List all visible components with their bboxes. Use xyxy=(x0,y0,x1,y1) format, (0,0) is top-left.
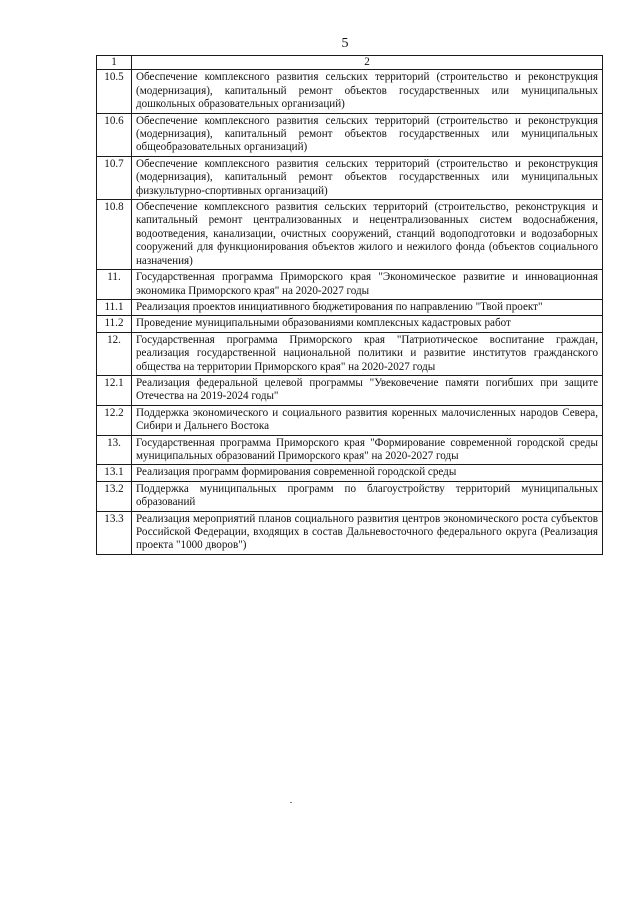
row-text: Государственная программа Приморского края "Формирование современной городской среды муниципальных образований Приморского края" на 2020-2027 годы xyxy=(132,435,603,465)
row-number: 10.5 xyxy=(97,70,132,113)
column-header-number: 1 xyxy=(97,56,132,70)
row-text: Государственная программа Приморского края "Патриотическое воспитание граждан, реализация государственной национальной политики и развитие институтов гражданского общества на территории Приморского края" на 2020-2027 годы xyxy=(132,332,603,375)
row-number: 10.7 xyxy=(97,156,132,199)
row-number: 10.6 xyxy=(97,113,132,156)
row-number: 10.8 xyxy=(97,200,132,270)
table-row xyxy=(97,405,603,435)
program-table xyxy=(96,55,603,555)
row-text: Обеспечение комплексного развития сельских территорий (строительство и реконструкция (модернизация), капитальный ремонт объектов государственных или муниципальных общеобразовательных организаций) xyxy=(132,113,603,156)
row-text: Поддержка экономического и социального развития коренных малочисленных народов Севера, Сибири и Дальнего Востока xyxy=(132,405,603,435)
table-row xyxy=(97,332,603,375)
row-text: Проведение муниципальными образованиями комплексных кадастровых работ xyxy=(132,316,603,332)
row-number: 13.2 xyxy=(97,481,132,511)
row-text: Обеспечение комплексного развития сельских территорий (строительство, реконструкция и капитальный ремонт централизованных и нецентрализованных систем водоснабжения, водоотведения, канализации, очистных сооружений, станций водоподготовки и водозаборных сооружений для функционирования объектов жилого и нежилого фонда (объектов социального назначения) xyxy=(132,200,603,270)
table-row xyxy=(97,481,603,511)
row-text: Поддержка муниципальных программ по благоустройству территорий муниципальных образований xyxy=(132,481,603,511)
row-number: 13.3 xyxy=(97,511,132,554)
table-row xyxy=(97,435,603,465)
row-number: 13. xyxy=(97,435,132,465)
page-number: 5 xyxy=(341,36,349,51)
scan-speck xyxy=(290,802,292,803)
table-row xyxy=(97,200,603,270)
table-row xyxy=(97,465,603,481)
row-text: Реализация программ формирования современной городской среды xyxy=(132,465,603,481)
column-header-name: 2 xyxy=(132,56,603,70)
table-row xyxy=(97,299,603,315)
table-row xyxy=(97,270,603,300)
row-text: Государственная программа Приморского края "Экономическое развитие и инновационная экономика Приморского края" на 2020-2027 годы xyxy=(132,270,603,300)
row-number: 12. xyxy=(97,332,132,375)
row-text: Реализация федеральной целевой программы "Увековечение памяти погибших при защите Отечества на 2019-2024 годы" xyxy=(132,375,603,405)
table-header-row xyxy=(97,56,603,70)
row-text: Реализация мероприятий планов социального развития центров экономического роста субъектов Российской Федерации, входящих в состав Дальневосточного федерального округа (Реализация проекта "1000 дворов") xyxy=(132,511,603,554)
table-row xyxy=(97,156,603,199)
row-number: 13.1 xyxy=(97,465,132,481)
row-number: 11.2 xyxy=(97,316,132,332)
row-text: Обеспечение комплексного развития сельских территорий (строительство и реконструкция (модернизация), капитальный ремонт объектов государственных или муниципальных дошкольных образовательных организаций) xyxy=(132,70,603,113)
row-text: Обеспечение комплексного развития сельских территорий (строительство и реконструкция (модернизация), капитальный ремонт объектов государственных или муниципальных физкультурно-спортивных организаций) xyxy=(132,156,603,199)
row-text: Реализация проектов инициативного бюджетирования по направлению "Твой проект" xyxy=(132,299,603,315)
table-row xyxy=(97,511,603,554)
table-row xyxy=(97,316,603,332)
row-number: 11. xyxy=(97,270,132,300)
table-row xyxy=(97,113,603,156)
table-row xyxy=(97,70,603,113)
row-number: 12.1 xyxy=(97,375,132,405)
row-number: 11.1 xyxy=(97,299,132,315)
row-number: 12.2 xyxy=(97,405,132,435)
table-row xyxy=(97,375,603,405)
